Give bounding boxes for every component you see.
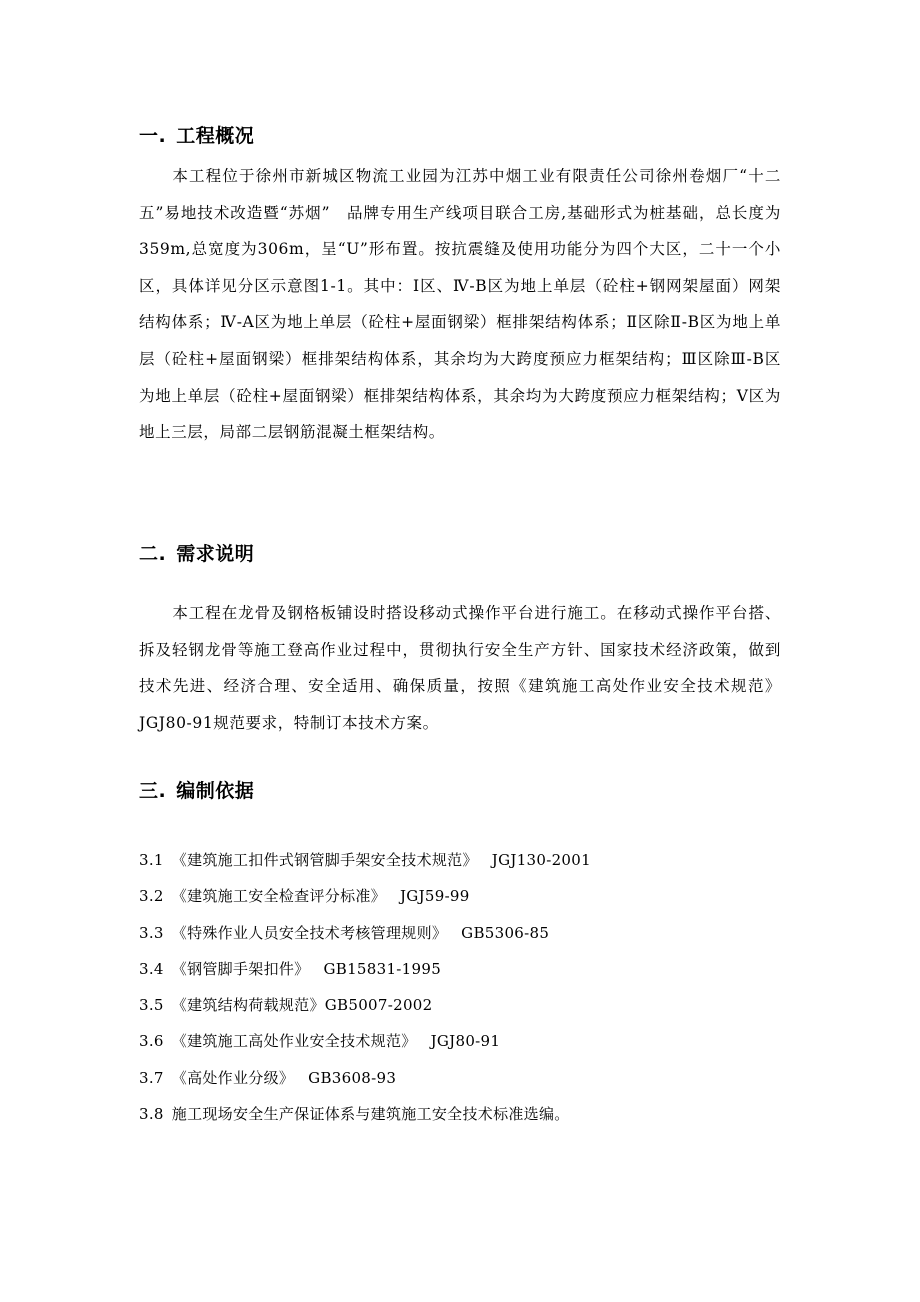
reference-number: 3.8 bbox=[139, 1105, 164, 1124]
reference-number: 3.7 bbox=[139, 1068, 164, 1087]
section-number: 三. bbox=[139, 780, 167, 802]
section-title: 需求说明 bbox=[176, 543, 255, 565]
reference-title: 施工现场安全生产保证体系与建筑施工安全技术标准选编。 bbox=[171, 1105, 570, 1124]
reference-title: 《建筑施工安全检查评分标准》 bbox=[171, 887, 386, 906]
reference-number: 3.2 bbox=[139, 887, 164, 906]
reference-code: GB3608-93 bbox=[308, 1068, 397, 1087]
reference-number: 3.5 bbox=[139, 996, 164, 1015]
reference-code: JGJ59-99 bbox=[399, 887, 470, 906]
reference-code: GB15831-1995 bbox=[323, 959, 442, 978]
reference-item bbox=[139, 878, 591, 914]
section-paragraph-overview: 本工程位于徐州市新城区物流工业园为江苏中烟工业有限责任公司徐州卷烟厂“十二五”易地技术改造暨“苏烟” 品牌专用生产线项目联合工房,基础形式为桩基础，总长度为359m,总宽度为306m，呈“U”形布置。按抗震缝及使用功能分为四个大区，二十一个小区，具体详见分区示意图1-1。其中：Ⅰ区、Ⅳ-B区为地上单层（砼柱+钢网架屋面）网架结构体系；Ⅳ-A区为地上单层（砼柱+屋面钢梁）框排架结构体系；Ⅱ区除Ⅱ-B区为地上单层（砼柱+屋面钢梁）框排架结构体系，其余均为大跨度预应力框架结构；Ⅲ区除Ⅲ-B区为地上单层（砼柱+屋面钢梁）框排架结构体系，其余均为大跨度预应力框架结构；Ⅴ区为地上三层，局部二层钢筋混凝土框架结构。 bbox=[139, 167, 781, 442]
reference-item bbox=[139, 951, 591, 987]
reference-title: 《钢管脚手架扣件》 bbox=[171, 959, 310, 978]
reference-item bbox=[139, 987, 591, 1023]
section-heading-basis bbox=[139, 779, 254, 803]
reference-title: 《建筑结构荷载规范》GB5007-2002 bbox=[171, 996, 433, 1015]
reference-number: 3.6 bbox=[139, 1032, 164, 1051]
section-title: 工程概况 bbox=[176, 125, 255, 147]
reference-item bbox=[139, 915, 591, 951]
reference-title: 《建筑施工扣件式钢管脚手架安全技术规范》 bbox=[171, 851, 478, 869]
section-number: 二. bbox=[139, 543, 167, 565]
reference-number: 3.1 bbox=[139, 851, 164, 869]
reference-code: JGJ130-2001 bbox=[491, 851, 591, 869]
reference-item bbox=[139, 1060, 591, 1096]
reference-item bbox=[139, 842, 591, 878]
section-paragraph-requirements: 本工程在龙骨及钢格板铺设时搭设移动式操作平台进行施工。在移动式操作平台搭、拆及轻钢龙骨等施工登高作业过程中，贯彻执行安全生产方针、国家技术经济政策，做到技术先进、经济合理、安全适用、确保质量，按照《建筑施工高处作业安全技术规范》JGJ80-91规范要求，特制订本技术方案。 bbox=[139, 604, 781, 732]
reference-item bbox=[139, 1096, 591, 1132]
reference-title: 《建筑施工高处作业安全技术规范》 bbox=[171, 1032, 417, 1051]
reference-code: JGJ80-91 bbox=[430, 1032, 501, 1051]
reference-title: 《高处作业分级》 bbox=[171, 1068, 295, 1087]
section-title: 编制依据 bbox=[176, 780, 255, 802]
reference-number: 3.4 bbox=[139, 959, 164, 978]
reference-code: GB5306-85 bbox=[461, 923, 550, 942]
section-heading-overview bbox=[139, 124, 254, 148]
reference-item bbox=[139, 1023, 591, 1059]
section-heading-requirements bbox=[139, 542, 254, 566]
reference-list bbox=[139, 842, 591, 1132]
section-number: 一. bbox=[139, 125, 167, 147]
reference-title: 《特殊作业人员安全技术考核管理规则》 bbox=[171, 923, 448, 942]
reference-number: 3.3 bbox=[139, 923, 164, 942]
